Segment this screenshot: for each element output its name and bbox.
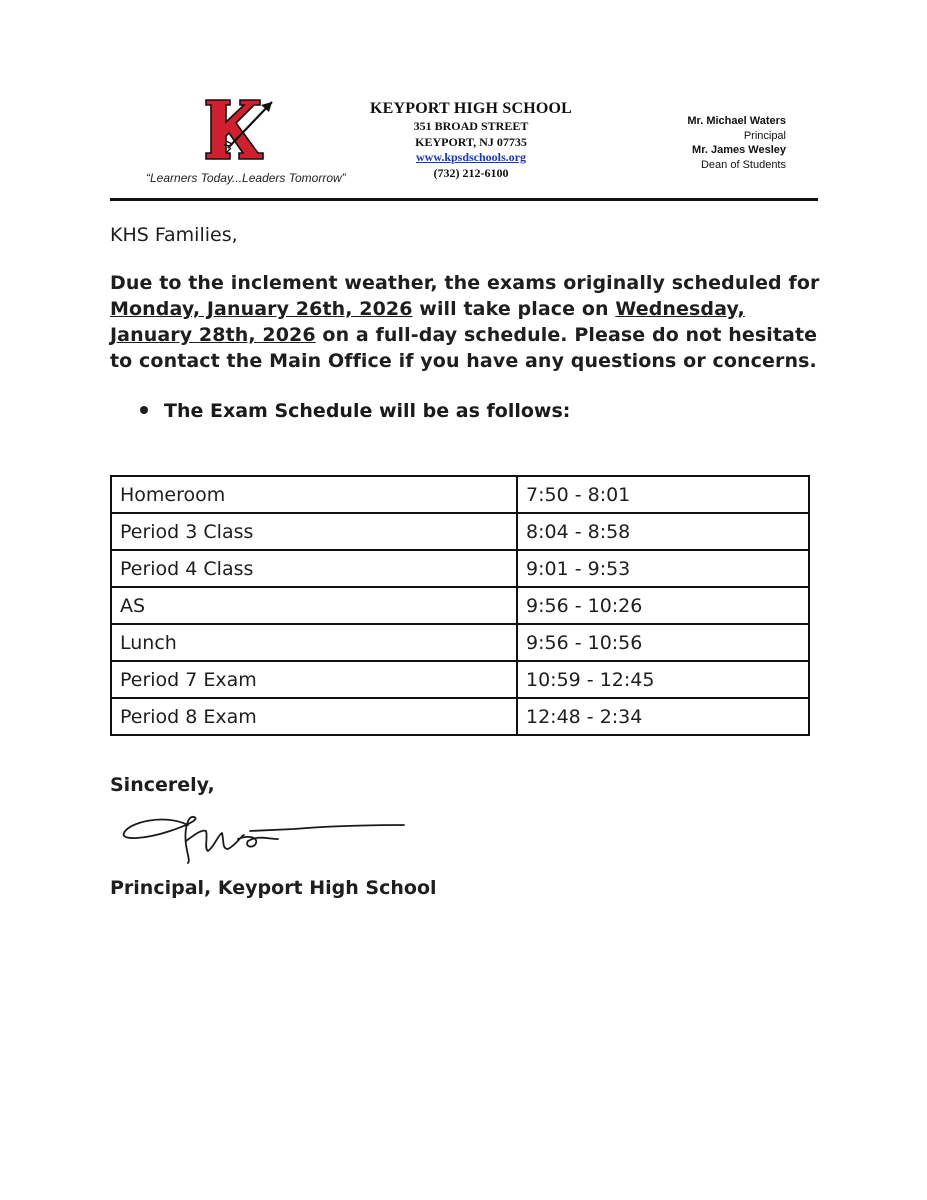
time-cell: 9:01 - 9:53 bbox=[517, 550, 809, 587]
table-row bbox=[111, 624, 809, 661]
time-cell: 9:56 - 10:56 bbox=[517, 624, 809, 661]
principal-role: Principal bbox=[743, 129, 786, 142]
table-row bbox=[111, 550, 809, 587]
paragraph-text-3: on a full-day schedule. Please do not hesitate to contact the Main Office if you have any questions or concerns. bbox=[110, 324, 818, 372]
period-cell: Period 8 Exam bbox=[111, 698, 517, 735]
school-name: KEYPORT HIGH SCHOOL bbox=[369, 100, 573, 117]
principal-name: Mr. Michael Waters bbox=[687, 115, 786, 127]
signoff: Principal, Keyport High School bbox=[110, 877, 437, 899]
closing: Sincerely, bbox=[110, 774, 215, 796]
period-cell: Period 4 Class bbox=[111, 550, 517, 587]
time-cell: 12:48 - 2:34 bbox=[517, 698, 809, 735]
dean-role: Dean of Students bbox=[700, 158, 786, 171]
signature-image bbox=[118, 805, 410, 867]
time-cell: 8:04 - 8:58 bbox=[517, 513, 809, 550]
dean-name: Mr. James Wesley bbox=[692, 144, 786, 156]
time-cell: 7:50 - 8:01 bbox=[517, 476, 809, 513]
school-address-block bbox=[360, 100, 582, 181]
time-cell: 9:56 - 10:26 bbox=[517, 587, 809, 624]
period-cell: Period 7 Exam bbox=[111, 661, 517, 698]
school-phone: (732) 212-6100 bbox=[433, 166, 509, 180]
original-exam-date: Monday, January 26th, 2026 bbox=[110, 298, 413, 320]
exam-schedule-table bbox=[110, 475, 810, 736]
paragraph-text-1: Due to the inclement weather, the exams originally scheduled for bbox=[110, 272, 820, 294]
school-city: KEYPORT, NJ 07735 bbox=[415, 135, 527, 149]
school-motto: “Learners Today...Leaders Tomorrow” bbox=[146, 171, 346, 185]
paragraph-text-2: will take place on bbox=[412, 298, 616, 320]
period-cell: Lunch bbox=[111, 624, 517, 661]
staff-block bbox=[687, 114, 786, 172]
school-logo-icon bbox=[200, 96, 280, 164]
table-row bbox=[111, 661, 809, 698]
announcement-paragraph bbox=[110, 270, 820, 374]
period-cell: Homeroom bbox=[111, 476, 517, 513]
table-row bbox=[111, 513, 809, 550]
school-website-link[interactable]: www.kpsdschools.org bbox=[415, 150, 527, 164]
schedule-bullet bbox=[140, 398, 570, 424]
bullet-icon bbox=[140, 406, 148, 414]
time-cell: 10:59 - 12:45 bbox=[517, 661, 809, 698]
bullet-text: The Exam Schedule will be as follows: bbox=[164, 400, 571, 422]
new-exam-date: Wednesday, January 28th, 2026 bbox=[110, 298, 745, 346]
header-divider bbox=[110, 198, 818, 201]
period-cell: Period 3 Class bbox=[111, 513, 517, 550]
table-row bbox=[111, 587, 809, 624]
table-row bbox=[111, 698, 809, 735]
period-cell: AS bbox=[111, 587, 517, 624]
table-row bbox=[111, 476, 809, 513]
greeting: KHS Families, bbox=[110, 224, 238, 246]
school-street: 351 BROAD STREET bbox=[413, 119, 529, 133]
